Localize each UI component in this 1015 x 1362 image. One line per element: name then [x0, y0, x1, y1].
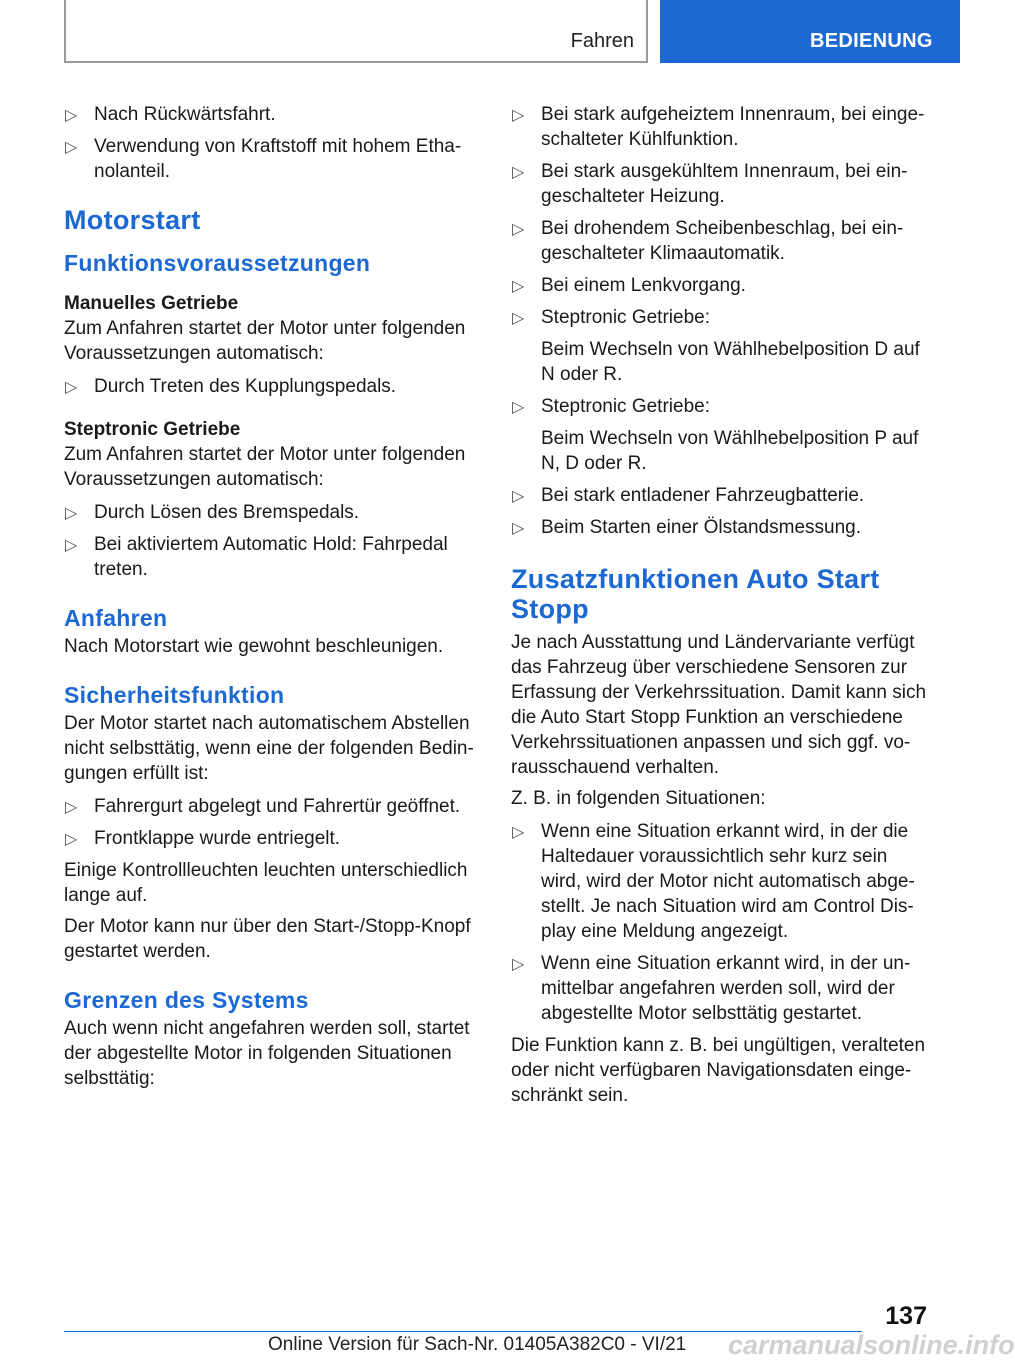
list-item: ▷ Bei stark entladener Fahrzeugbatterie. — [511, 483, 929, 508]
paragraph: Z. B. in folgenden Situationen: — [511, 788, 766, 809]
list-item-detail: Beim Wechseln von Wählhebelposition D auf N oder R. — [541, 339, 920, 385]
paragraph: Zum Anfahren startet der Motor unter folgenden Voraussetzungen automatisch: — [64, 444, 466, 490]
triangle-bullet-icon: ▷ — [65, 379, 78, 396]
subheading-steptronic-getriebe: Steptronic Getriebe — [64, 419, 241, 440]
triangle-bullet-icon: ▷ — [65, 831, 78, 848]
triangle-bullet-icon: ▷ — [512, 399, 525, 416]
list-item: ▷ Fahrergurt abgelegt und Fahrertür geöffnet. — [64, 794, 482, 819]
paragraph: Die Funktion kann z. B. bei ungültigen, veralteten oder nicht verfügbaren Navigationsdaten einge-schränkt sein. — [511, 1035, 926, 1106]
heading-zusatzfunktionen: Zusatzfunktionen Auto Start Stopp — [511, 564, 880, 624]
triangle-bullet-icon: ▷ — [512, 824, 525, 841]
paragraph: Je nach Ausstattung und Ländervariante verfügt das Fahrzeug über verschiedene Sensoren zur Erfassung der Verkehrssituation. Damit kann sich die Auto Start Stopp Funktion an verschiedene Verkehrssituationen anpassen und sich ggf. vo-rausschauend verhalten. — [511, 632, 927, 778]
triangle-bullet-icon: ▷ — [65, 799, 78, 816]
footer-online-version: Online Version für Sach-Nr. 01405A382C0 - VI/21 — [268, 1334, 687, 1355]
left-column — [64, 102, 482, 1097]
paragraph: Zum Anfahren startet der Motor unter folgenden Voraussetzungen automatisch: — [64, 318, 466, 364]
list-item: ▷ Bei einem Lenkvorgang. — [511, 273, 929, 298]
triangle-bullet-icon: ▷ — [512, 488, 525, 505]
triangle-bullet-icon: ▷ — [512, 310, 525, 327]
heading-grenzen-des-systems: Grenzen des Systems — [64, 987, 309, 1013]
list-item: ▷ Beim Starten einer Ölstandsmessung. — [511, 515, 929, 540]
triangle-bullet-icon: ▷ — [512, 520, 525, 537]
triangle-bullet-icon: ▷ — [65, 139, 78, 156]
paragraph: Der Motor kann nur über den Start-/Stopp-Knopf gestartet werden. — [64, 916, 471, 962]
list-item: ▷ Frontklappe wurde entriegelt. — [64, 826, 482, 851]
triangle-bullet-icon: ▷ — [512, 221, 525, 238]
page-number: 137 — [885, 1302, 927, 1330]
paragraph: Einige Kontrollleuchten leuchten unterschiedlich lange auf. — [64, 860, 468, 906]
paragraph: Nach Motorstart wie gewohnt beschleunigen. — [64, 636, 444, 657]
header-section: Fahren — [570, 30, 634, 52]
paragraph: Der Motor startet nach automatischem Abstellen nicht selbsttätig, wenn eine der folgenden Bedin-gungen erfüllt ist: — [64, 713, 474, 784]
header-section-box — [64, 0, 648, 63]
list-item: ▷ Steptronic Getriebe: — [511, 305, 929, 330]
paragraph: Auch wenn nicht angefahren werden soll, startet der abgestellte Motor in folgenden Situationen selbsttätig: — [64, 1018, 470, 1089]
triangle-bullet-icon: ▷ — [512, 164, 525, 181]
heading-funktionsvoraussetzungen: Funktionsvoraussetzungen — [64, 250, 371, 276]
list-item: ▷ Bei drohendem Scheibenbeschlag, bei ein-geschalteter Klimaautomatik. — [512, 218, 904, 264]
list-item: ▷ Nach Rückwärtsfahrt. — [64, 102, 482, 127]
heading-anfahren: Anfahren — [64, 605, 168, 631]
list-item: ▷ Durch Treten des Kupplungspedals. — [64, 374, 482, 399]
heading-motorstart: Motorstart — [64, 205, 201, 235]
list-item-detail: Beim Wechseln von Wählhebelposition P auf N, D oder R. — [541, 428, 919, 474]
subheading-manuelles-getriebe: Manuelles Getriebe — [64, 293, 239, 314]
list-item: ▷ Wenn eine Situation erkannt wird, in der die Haltedauer voraussichtlich sehr kurz sein wird, wird der Motor nicht automatisch abge-stellt. Je nach Situation wird am Control Dis-play eine Meldung angezeigt. — [512, 821, 915, 942]
list-item: ▷ Steptronic Getriebe: — [511, 394, 929, 419]
list-item: ▷ Bei stark ausgekühltem Innenraum, bei ein-geschalteter Heizung. — [512, 161, 908, 207]
header-chapter: BEDIENUNG — [660, 0, 960, 63]
triangle-bullet-icon: ▷ — [512, 107, 525, 124]
triangle-bullet-icon: ▷ — [65, 505, 78, 522]
list-item: ▷ Bei stark aufgeheiztem Innenraum, bei einge-schalteter Kühlfunktion. — [512, 104, 925, 150]
list-item: ▷ Verwendung von Kraftstoff mit hohem Etha-nolanteil. — [65, 136, 462, 182]
triangle-bullet-icon: ▷ — [65, 107, 78, 124]
list-item: ▷ Wenn eine Situation erkannt wird, in der un-mittelbar angefahren werden soll, wird der abgestellte Motor selbsttätig gestartet. — [512, 953, 911, 1024]
list-item: ▷ Bei aktiviertem Automatic Hold: Fahrpedal treten. — [65, 534, 448, 580]
triangle-bullet-icon: ▷ — [65, 537, 78, 554]
triangle-bullet-icon: ▷ — [512, 956, 525, 973]
watermark: carmanualsonline.info — [728, 1330, 1015, 1360]
list-item: ▷ Durch Lösen des Bremspedals. — [64, 500, 482, 525]
triangle-bullet-icon: ▷ — [512, 278, 525, 295]
heading-sicherheitsfunktion: Sicherheitsfunktion — [64, 682, 285, 708]
right-column — [511, 102, 929, 1114]
